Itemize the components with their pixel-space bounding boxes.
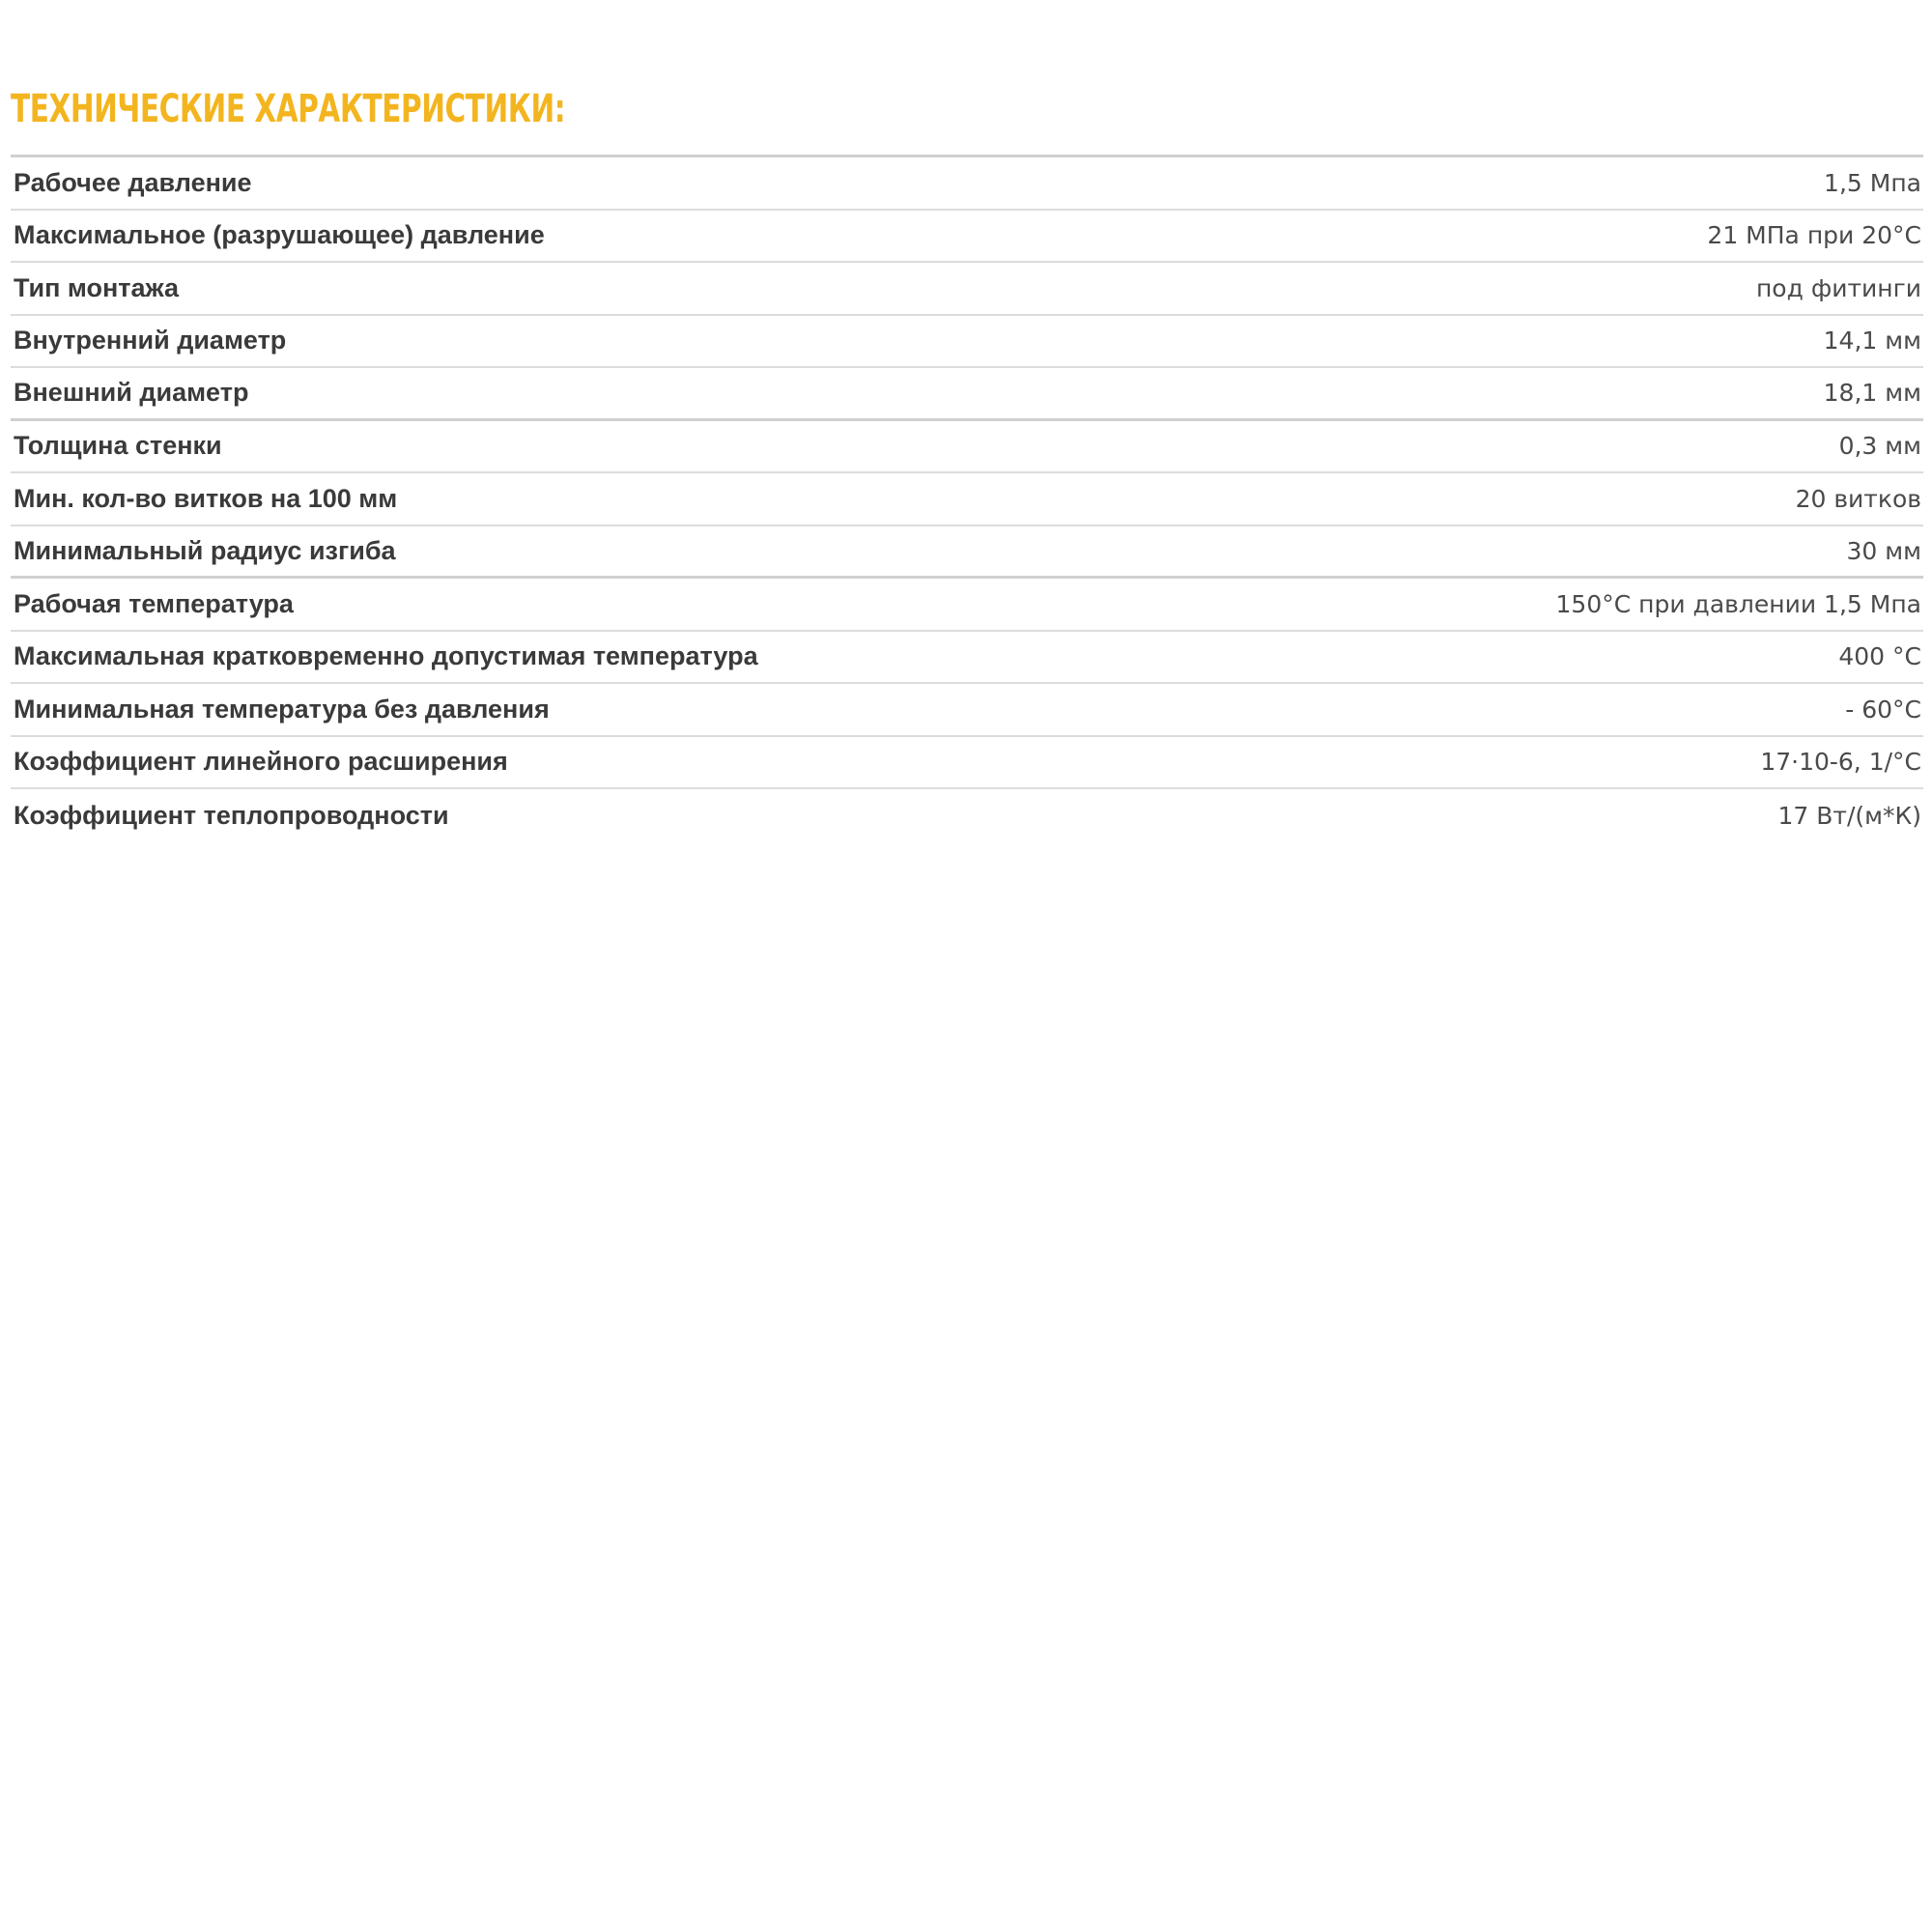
spec-label: Максимальное (разрушающее) давление (14, 220, 545, 250)
spec-value: 400 °С (1838, 642, 1921, 671)
spec-row (11, 316, 1923, 369)
spec-row (11, 579, 1923, 632)
spec-row (11, 526, 1923, 580)
spec-row (11, 737, 1923, 790)
spec-row (11, 421, 1923, 474)
spec-value: 30 мм (1846, 536, 1921, 565)
spec-label: Тип монтажа (14, 272, 180, 302)
spec-value: 17·10-6, 1/°С (1760, 748, 1921, 777)
spec-row (11, 263, 1923, 316)
spec-value: 18,1 мм (1823, 379, 1921, 408)
spec-row (11, 789, 1923, 842)
spec-value: 21 МПа при 20°С (1707, 221, 1921, 250)
spec-label: Рабочее давление (14, 167, 252, 197)
spec-value: 14,1 мм (1823, 327, 1921, 355)
spec-value: 17 Вт/(м*К) (1777, 801, 1921, 830)
spec-row (11, 368, 1923, 421)
spec-label: Внутренний диаметр (14, 326, 287, 355)
spec-value: 20 витков (1795, 484, 1921, 513)
spec-label: Коэффициент линейного расширения (14, 747, 508, 777)
specs-table (11, 155, 1923, 842)
spec-label: Минимальная температура без давления (14, 694, 550, 724)
spec-row (11, 473, 1923, 526)
spec-label: Коэффициент теплопроводности (14, 800, 449, 830)
spec-value: - 60°С (1845, 695, 1921, 724)
spec-label: Мин. кол-во витков на 100 мм (14, 483, 398, 513)
spec-value: под фитинги (1755, 273, 1921, 302)
spec-label: Внешний диаметр (14, 378, 249, 408)
spec-row (11, 157, 1923, 211)
spec-row (11, 211, 1923, 264)
spec-value: 150°С при давлении 1,5 Мпа (1555, 589, 1921, 618)
spec-row (11, 632, 1923, 685)
spec-label: Максимальная кратковременно допустимая температура (14, 641, 758, 671)
spec-label: Толщина стенки (14, 431, 222, 461)
spec-value: 0,3 мм (1838, 432, 1921, 461)
spec-row (11, 684, 1923, 737)
spec-label: Минимальный радиус изгиба (14, 535, 396, 565)
spec-value: 1,5 Мпа (1824, 168, 1921, 197)
section-title: ТЕХНИЧЕСКИЕ ХАРАКТЕРИСТИКИ: (11, 87, 566, 131)
spec-label: Рабочая температура (14, 588, 294, 618)
specs-section (11, 75, 1923, 842)
